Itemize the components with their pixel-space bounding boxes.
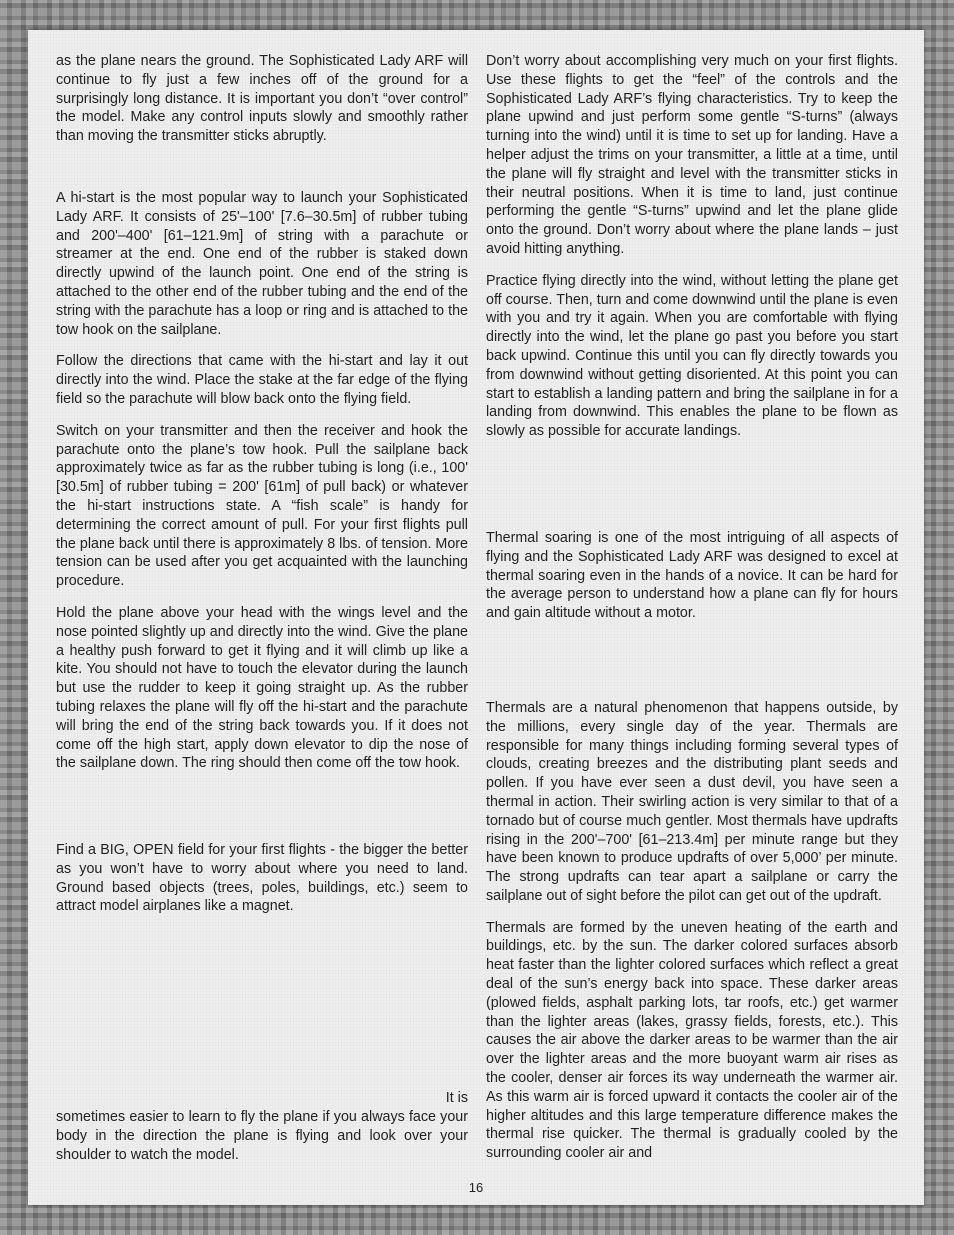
hi-start-intro-paragraph: A hi-start is the most popular way to launch your Sophisticated Lady ARF. It consists of 25'–100' [7.6–30.5m] of rubber tubing and 200'–400' [61–121.9m] of string with a parachute or streamer at the end. One end of the rubber is staked down directly upwind of the launch point. One end of the string is attached to the other end of the rubber tubing and the end of the string with the parachute has a loop or ring and is attached to the tow hook on the sailplane. [56, 189, 468, 338]
thermal-soaring-paragraph: Thermal soaring is one of the most intriguing of all aspects of flying and the Sophisticated Lady ARF was designed to excel at thermal soaring even in the hands of a novice. It can be hard for the average person to understand how a plane can fly for hours and gain altitude without a motor. [486, 529, 898, 622]
right-column [486, 52, 898, 1176]
practice-paragraph: Practice flying directly into the wind, without letting the plane get off course. Then, turn and come downwind until the plane is even with you and try it again. When you are comfortable with flying directly into the wind, let the plane go past you before you start back upwind. Continue this until you can fly directly towards you from downwind without getting disoriented. At this point you can start to establish a landing pattern and bring the sailplane in for a landing from downwind. This enables the plane to be flown as slowly as possible for accurate landings. [486, 272, 898, 440]
manual-page [28, 30, 924, 1205]
landing-paragraph: as the plane nears the ground. The Sophisticated Lady ARF will continue to fly just a few inches off of the ground for a surprisingly long distance. It is important you don’t “over control” the model. Make any control inputs slowly and smoothly rather than moving the transmitter sticks abruptly. [56, 53, 468, 145]
launch-paragraph: Hold the plane above your head with the wings level and the nose pointed slightly up and directly into the wind. Give the plane a healthy push forward to get it flying and it will climb up like a kite. You should not have to touch the elevator during the launch but use the rudder to keep it going straight up. As the rubber tubing relaxes the plane will fly off the hi-start and the parachute will bring the end of the string back towards you. If it does not come off the high start, apply down elevator to dip the nose of the sailplane down. The ring should then come off the tow hook. [56, 604, 468, 772]
thermals-phenomenon-paragraph: Thermals are a natural phenomenon that happens outside, by the millions, every single day of the year. Thermals are responsible for many things including forming several types of clouds, creating breezes and the distributing plant seeds and pollen. If you have ever seen a dust devil, you have seen a thermal in action. Their swirling action is very similar to that of a tornado but of course much gentler. Most thermals have updrafts rising in the 200'–700' [61–213.4m] per minute range but they have been known to produce updrafts of over 5,000’ per minute. The strong updrafts can tear apart a sailplane or carry the sailplane out of sight before the pilot can get out of the updraft. [486, 699, 898, 904]
orientation-paragraph [56, 1089, 468, 1164]
thermals-formation-paragraph: Thermals are formed by the uneven heating of the earth and buildings, etc. by the sun. The darker colored surfaces absorb heat faster than the lighter colored surfaces which reflect a great deal of the sun’s energy back into space. These darker areas (plowed fields, asphalt parking lots, tar roofs, etc.) get warmer than the lighter areas (lakes, grassy fields, forests, etc.). This causes the air above the darker areas to be warmer than the air over the lighter areas and the more buoyant warm air rises as the cooler, denser air forces its way underneath the warmer air. As this warm air is forced upward it contacts the cooler air of the higher altitudes and this large temperature difference makes the thermal rise quicker. The thermal is gradually cooled by the surrounding cooler air and [486, 919, 898, 1162]
first-flights-paragraph: Don’t worry about accomplishing very much on your first flights. Use these flights to get the “feel” of the controls and the Sophisticated Lady ARF’s flying characteristics. Try to keep the plane upwind and just perform some gentle “S-turns” (always turning into the wind) until it is time to set up for landing. Have a helper adjust the trims on your transmitter, a little at a time, until the plane will fly straight and level with the transmitter sticks in their neutral positions. When it is time to land, just continue performing the gentle “S-turns” upwind and let the plane glide onto the ground. Don’t worry about where the plane lands – just avoid hitting anything. [486, 53, 898, 257]
orientation-paragraph-rest: sometimes easier to learn to fly the plane if you always face your body in the direction the plane is flying and look over your shoulder to watch the model. [56, 1109, 468, 1163]
left-column [56, 52, 468, 1177]
orientation-paragraph-start: It is [445, 1090, 468, 1107]
hi-start-setup-paragraph: Follow the directions that came with the hi-start and lay it out directly into the wind. Place the stake at the far edge of the flying field so the parachute will blow back onto the flying field. [56, 353, 468, 407]
hook-parachute-paragraph: Switch on your transmitter and then the receiver and hook the parachute onto the plane’s tow hook. Pull the sailplane back approximately twice as far as the rubber tubing is long (i.e., 100' [30.5m] of rubber tubing = 200' [61m] of pull back) or whatever the hi-start instructions state. A “fish scale” is handy for determining the correct amount of pull. For your first flights pull the plane back until there is approximately 8 lbs. of tension. More tension can be used after you get acquainted with the launching procedure. [56, 422, 468, 590]
flying-field-paragraph: Find a BIG, OPEN field for your first flights - the bigger the better as you won’t have to worry about where you need to land. Ground based objects (trees, poles, buildings, etc.) seem to attract model airplanes like a magnet. [56, 842, 468, 915]
page-number: 16 [468, 1180, 484, 1195]
